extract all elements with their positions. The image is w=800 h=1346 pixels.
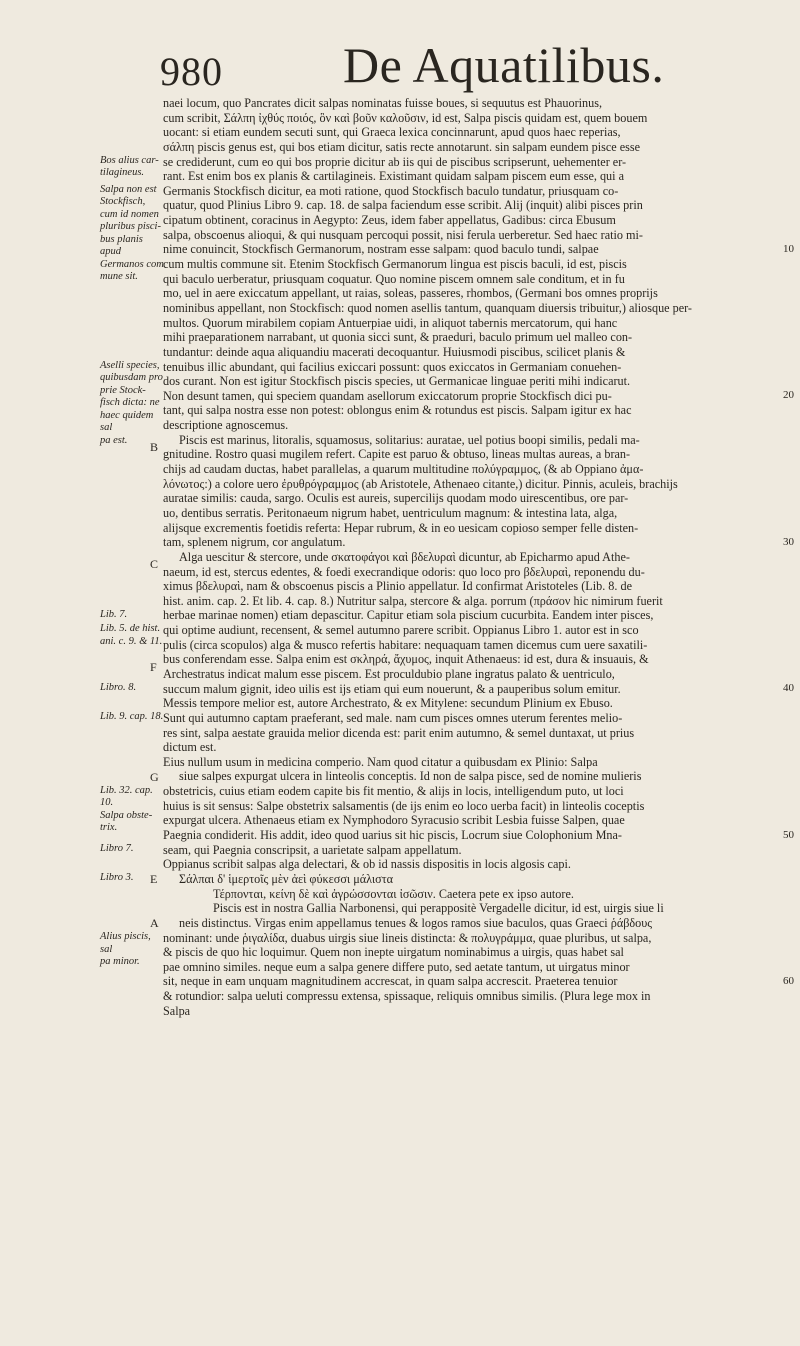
text-line: Oppianus scribit salpas alga delectari, & ob id nassis dispositis in locis algosis capi. bbox=[163, 857, 571, 872]
margin-note-line: ani. c. 9. & 11. bbox=[100, 635, 163, 647]
text-line: λόνωτος:) a colore uero ἐρυθρόγραμμος (ab Aristotele, Athenaeo citante,) dicitur. Pinnis, aculeis, brachijs bbox=[163, 476, 678, 491]
text-line: herbae marinae nomen) etiam depascitur. Capitur etiam sola piscium cucurbita. Eandem inter pisces, bbox=[163, 608, 654, 623]
margin-note bbox=[100, 360, 164, 448]
text-line: descriptione agnoscemus. bbox=[163, 418, 289, 433]
section-letter: G bbox=[150, 769, 159, 784]
text-line: hist. anim. cap. 2. Et lib. 4. cap. 8.) Nutritur salpa, stercore & alga. porrum (πράσον hic nimirum fuerit bbox=[163, 593, 663, 608]
text-line: tenuibus illic abundant, qui facilius exiccari possunt: quos exiccatos in Germaniam conuehen- bbox=[163, 359, 622, 374]
text-line: Germanis Stockfisch dicitur, ea moti ratione, quod Stockfisch baculo tundatur, priusquam co- bbox=[163, 183, 619, 198]
margin-note-line: Germanos com bbox=[100, 258, 164, 270]
line-number: 50 bbox=[783, 828, 794, 841]
text-line: multos. Quorum mirabilem copiam Antuerpiae uidi, in aliquot tabernis mercatorum, qui hanc bbox=[163, 315, 618, 330]
main-text bbox=[163, 96, 783, 1018]
text-line: qui optime audiunt, recensent, & semel autumno parere scribit. Oppianus Libro 1. autor est in sco bbox=[163, 623, 639, 638]
text-line: Eius nullum usum in medicina comperio. Nam quod citatur a quibusdam ex Plinio: Salpa bbox=[163, 754, 598, 769]
margin-note bbox=[100, 623, 164, 648]
margin-note-line: Lib. 7. bbox=[100, 608, 128, 620]
margin-note-line: Libro 7. bbox=[100, 843, 134, 855]
line-number: 40 bbox=[783, 682, 794, 694]
text-line: & piscis de quo hic loquimur. Quem non inepte uirgatum nominabimus a uirgis, quas habet sal bbox=[163, 945, 624, 960]
margin-note-line: cum id nomen bbox=[100, 208, 159, 220]
text-line: pulis (circa scopulos) alga & musco refertis habitare: nequaquam tamen dicemus cum uere saxatili- bbox=[163, 637, 648, 652]
text-line: naeum, id est, stercus edentes, & foedi execrandique odoris: quo loco pro βδελυραὶ, reponendu du- bbox=[163, 564, 645, 579]
margin-note-line: Aselli species, bbox=[100, 359, 160, 371]
text-line: salpa, obscoenus alioqui, & qui nusquam percoqui possit, nisi ferula uerberetur. Sed haec ratio mi- bbox=[163, 227, 643, 242]
margin-note-line: bus planis apud bbox=[100, 233, 143, 258]
text-line: nime conuincit, Stockfisch Germanorum, nostram esse salpam: quod baculo tundi, salpae bbox=[163, 242, 599, 257]
text-line: succum malum gignit, ideo uilis est ijs etiam qui eum nouerunt, & a pauperibus solum emitur. bbox=[163, 681, 621, 696]
text-line: naei locum, quo Pancrates dicit salpas nominatas fuisse boues, si sequutus est Phauorinus, bbox=[163, 96, 603, 110]
text-line: nominibus appellant, non Stockfisch: quod nomen asellis tantum, quanquam diuersis tribuitur,) aliosque per- bbox=[163, 300, 692, 315]
text-line: Salpa bbox=[163, 1003, 191, 1018]
text-line: siue salpes expurgat ulcera in linteolis conceptis. Id non de salpa pisce, sed de nomine mulieris bbox=[179, 769, 642, 784]
margin-note bbox=[100, 931, 164, 969]
text-line: mo, uel in aere exiccatum appellant, ut raias, soleas, passeres, rhombos, (Germani bos omnes proprijs bbox=[163, 286, 658, 301]
text-line: bus conferendam esse. Salpa enim est σκληρά, ἄχυμος, inquit Athenaeus: id est, dura & insuauis, & bbox=[163, 652, 649, 667]
text-line: dos curant. Non est igitur Stockfisch piscis species, ut Germanicae linguae periti mihi indicarut. bbox=[163, 374, 631, 389]
margin-note-line: mune sit. bbox=[100, 271, 138, 283]
text-line: tam, splenem nigrum, cor angulatum. bbox=[163, 535, 346, 550]
line-number: 60 bbox=[783, 975, 794, 987]
text-line: Σάλπαι δ' ἱμερτοῖς μὲν ἀεὶ φύκεσσι μάλιστα bbox=[179, 871, 394, 886]
margin-note bbox=[100, 184, 164, 284]
line-number: 10 bbox=[783, 242, 794, 255]
margin-note bbox=[100, 682, 164, 695]
margin-note-line: pluribus pisci- bbox=[100, 221, 161, 233]
margin-note bbox=[100, 155, 164, 180]
text-line: se crediderunt, cum eo qui bos proprie dicitur ab iis qui de piscibus scripserunt, uehementer er- bbox=[163, 154, 627, 169]
text-line: Sunt qui autumno captam praeferant, sed male. nam cum pisces omnes uterum ferentes melio- bbox=[163, 710, 623, 725]
margin-note-line: Lib. 9. cap. 18. bbox=[100, 711, 164, 723]
text-line: obstetricis, cuius etiam eodem capite bis fit mentio, & alijs in locis, intelligendum puto, ut loci bbox=[163, 784, 624, 799]
margin-note-line: pa minor. bbox=[100, 956, 140, 968]
margin-note-line: Salpa non est bbox=[100, 183, 157, 195]
margin-note-line: Libro. 8. bbox=[100, 682, 137, 693]
margin-note-line: trix. bbox=[100, 822, 118, 834]
margin-note-line: Lib. 5. de hist. bbox=[100, 623, 161, 635]
text-line: quatur, quod Plinius Libro 9. cap. 18. de salpa faciendum esse scribit. Alij (inquit) alibi pisces prin bbox=[163, 198, 643, 213]
section-letter: A bbox=[150, 916, 159, 931]
margin-note-line: haec quidem sal bbox=[100, 409, 154, 434]
text-line: seam, qui Paegnia conscripsit, a uarietate salpam appellatum. bbox=[163, 842, 462, 857]
text-line: tant, qui salpa nostra esse non potest: oblongus enim & rotundus est piscis. Salpam igitur ex hac bbox=[163, 403, 632, 418]
section-letter: E bbox=[150, 872, 158, 887]
text-line: dictum est. bbox=[163, 740, 217, 755]
section-letter: C bbox=[150, 557, 159, 572]
text-line: Archestratus indicat malum esse piscem. Est proculdubio plane ingratus palato & uentriculo, bbox=[163, 666, 615, 681]
margin-note-line: quibusdam pro bbox=[100, 372, 163, 384]
text-line: σάλπη piscis genus est, qui bos etiam dicitur, satis recte annotarunt. sin salpam eundem pisce esse bbox=[163, 139, 640, 154]
margin-note-line: Lib. 32. cap. 10. bbox=[100, 784, 153, 809]
margin-note-line: prie Stock- bbox=[100, 384, 146, 396]
line-number: 30 bbox=[783, 535, 794, 548]
text-line: huius is sit sensus: Salpe obstetrix salsamentis (de ijs enim eo loco uerba facit) in linteolis coceptis bbox=[163, 798, 645, 813]
running-head: De Aquatilibus. bbox=[343, 37, 665, 93]
margin-note-line: fisch dicta: ne bbox=[100, 397, 160, 409]
text-line: Piscis est in nostra Gallia Narbonensi, qui perappositè Vergadelle dicitur, id est, uirgis siue li bbox=[213, 901, 664, 916]
text-line: sit, neque in eam unquam magnitudinem accrescat, in quam salpa accrescit. Praeterea tenuior bbox=[163, 974, 618, 989]
page-number: 980 bbox=[160, 49, 223, 94]
margin-note-line: tilagineus. bbox=[100, 167, 145, 179]
section-letter: F bbox=[150, 660, 157, 675]
text-line: neis distinctus. Virgas enim appellamus tenues & logos ramos siue baculos, quas Graeci ῥάβδους bbox=[179, 915, 653, 930]
text-line: Paegnia condiderit. His addit, ideo quod uarius sit hic piscis, Locrum siue Colophonium Mna- bbox=[163, 828, 622, 843]
section-letter: B bbox=[150, 440, 159, 455]
margin-note-line: Salpa obste- bbox=[100, 809, 153, 821]
text-line: cum scribit, Σάλπη ἰχθύς ποιός, ὃν καὶ βοῦν καλοῦσιν, id est, Salpa piscis quidam est, quem bouem bbox=[163, 110, 648, 125]
margin-note-line: Bos alius car- bbox=[100, 154, 159, 166]
text-line: Alga uescitur & stercore, unde σκατοφάγοι καὶ βδελυραὶ dicuntur, ab Epicharmo apud Athe- bbox=[179, 549, 630, 564]
text-line: Messis tempore melior est, autore Archestrato, & ex Mitylene: secundum Plinium ex Ebuso. bbox=[163, 696, 613, 711]
margin-note bbox=[100, 843, 164, 856]
text-line: tundantur: deinde aqua aliquandiu macerati decoquantur. Huiusmodi piscibus, scilicet planis & bbox=[163, 344, 626, 359]
text-line: ximus βδελυραὶ, nam & obscoenus piscis a Plinio appellatur. Id confirmat Aristoteles (Lib. 8. de bbox=[163, 579, 632, 594]
text-line: nominant: unde ῥιγαλίδα, duabus uirgis siue lineis distincta: & πολυγράμμα, quae pluribus, ut salpa, bbox=[163, 930, 652, 945]
text-line: pae omnino similes. neque eum a salpa genere differe puto, sed aetate tantum, ut uirgatus minor bbox=[163, 959, 630, 974]
text-line: chijs ad caudam ductas, habet parallelas, a quarum multitudine πολύγραμμος, (& ab Oppiano ἀμα- bbox=[163, 462, 644, 477]
text-line: cipatum obtinent, coracinus in Aegypto: Zeus, idem faber appellatus, Gadibus: circa Ebusum bbox=[163, 213, 616, 228]
margin-note bbox=[100, 711, 164, 724]
text-line: Non desunt tamen, qui speciem quandam asellorum exiccatorum proprie Stockfisch dici pu- bbox=[163, 388, 612, 403]
margin-note bbox=[100, 785, 164, 835]
text-line: qui baculo uerberatur, priusquam coquatur. Quo nomine piscem omnem sale conditum, et in fu bbox=[163, 271, 625, 286]
text-line: uocant: si etiam eundem secuti sunt, qui Graeca lexica concinnarunt, apud quos haec reperias, bbox=[163, 125, 621, 140]
text-line: alijsque excrementis foetidis referta: Hepar rubrum, & in eo uesicam copioso semper felle disten- bbox=[163, 520, 639, 535]
margin-note bbox=[100, 609, 164, 622]
text-line: expurgat ulcera. Athenaeus etiam ex Nymphodoro Syracusio scribit Lesbia fuisse Salpen, quae bbox=[163, 813, 625, 828]
margin-note-line: Libro 3. bbox=[100, 872, 134, 884]
margin-note-line: Alius piscis, sal bbox=[100, 931, 151, 955]
text-line: auratae similis: cauda, sargo. Oculis est aureis, supercilijs quodam modo uirescentibus, ore par- bbox=[163, 491, 629, 506]
text-line: Piscis est marinus, litoralis, squamosus, solitarius: auratae, uel potius boopi similis, pedali ma- bbox=[179, 432, 640, 447]
text-line: mihi praeparationem narrabant, ut quonia sicci sunt, & praeduri, baculo primum uel malleo con- bbox=[163, 330, 633, 345]
text-line: rant. Est enim bos ex planis & cartilagineis. Existimant quidam salpam piscem eum esse, qui a bbox=[163, 169, 624, 184]
text-line: res sint, salpa aestate grauida melior dicenda est: parit enim autumno, & semel duntaxat, ut prius bbox=[163, 725, 635, 740]
line-number: 20 bbox=[783, 389, 794, 401]
margin-note-line: Stockfisch, bbox=[100, 196, 146, 208]
text-line: gnitudine. Rostro quasi mugilem refert. Capite est paruo & obtuso, lineas multas aureas, a bran- bbox=[163, 447, 631, 462]
margin-note-line: pa est. bbox=[100, 434, 128, 446]
text-line: & rotundior: salpa ueluti compressu extensa, spissaque, reliquis omnibus similis. (Plura lege mox in bbox=[163, 989, 651, 1004]
text-line: uo, dentibus serratis. Peritonaeum nigrum habet, uentriculum magnum: & intestina lata, alga, bbox=[163, 505, 618, 520]
text-line: cum multis commune sit. Etenim Stockfisch Germanorum lingua est piscis baculi, id est, piscis bbox=[163, 257, 627, 272]
text-line: Τέρπονται, κείνη δὲ καὶ ἀγρώσσονται ἰσῶσιν. Caetera pete ex ipso autore. bbox=[213, 886, 574, 901]
